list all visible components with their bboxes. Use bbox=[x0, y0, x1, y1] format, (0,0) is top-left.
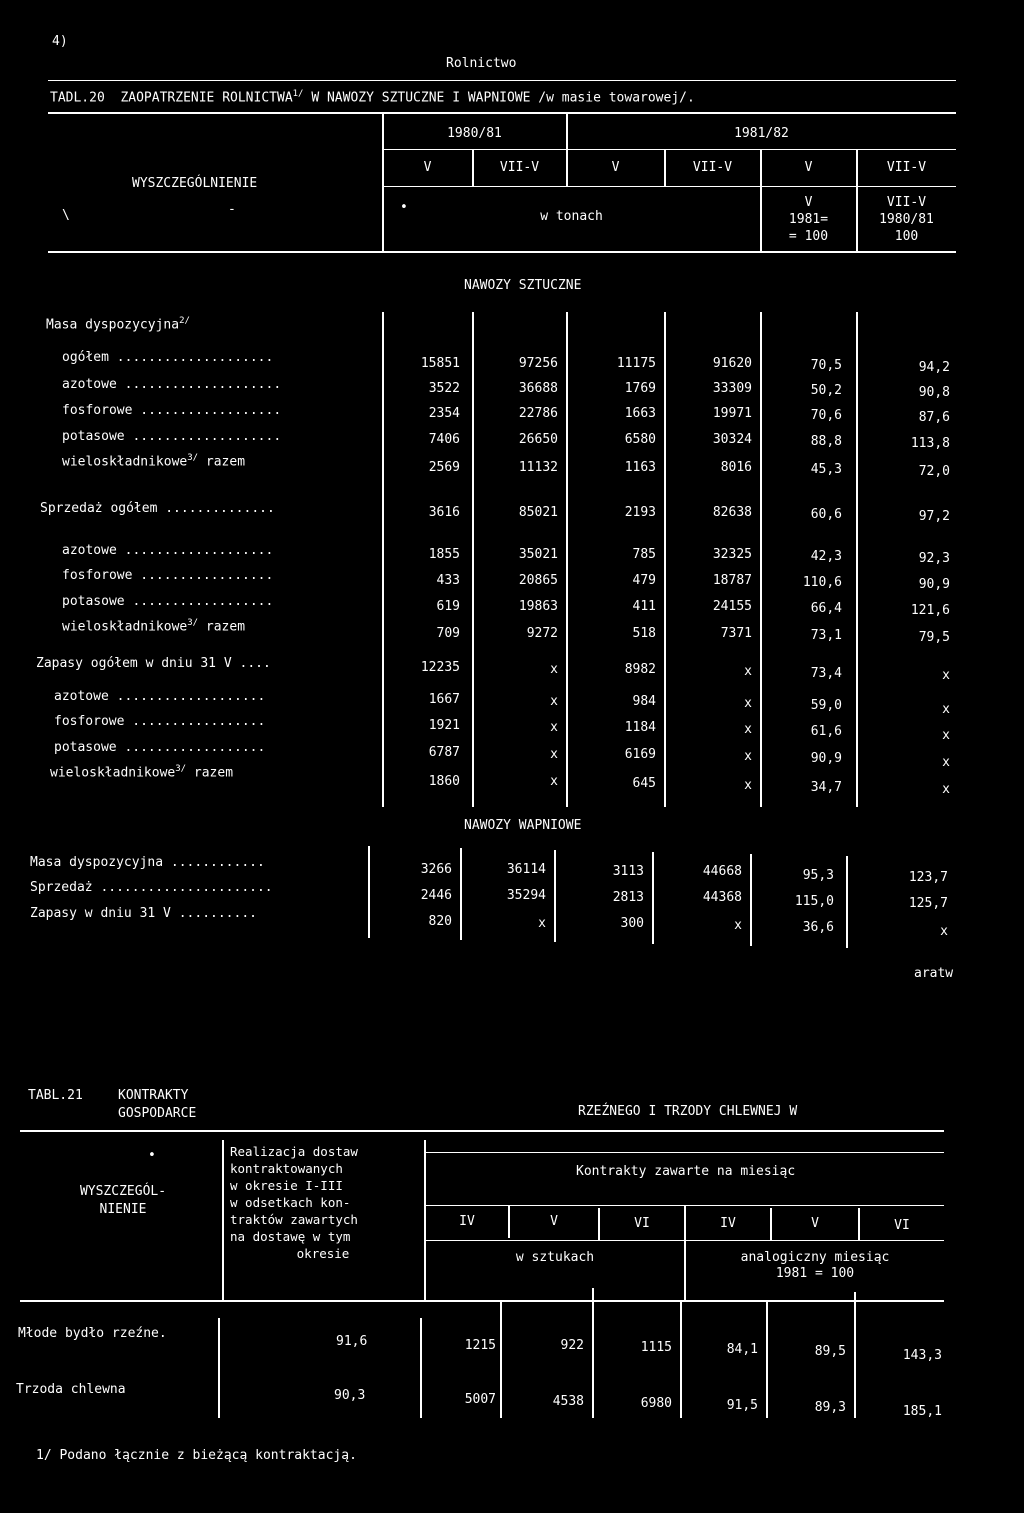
period-header: V bbox=[804, 160, 813, 175]
cell: 24155 bbox=[712, 599, 752, 614]
cell: 479 bbox=[632, 573, 656, 588]
cell: x bbox=[550, 720, 558, 735]
section-heading: NAWOZY SZTUCZNE bbox=[464, 278, 582, 293]
header-top-rule bbox=[20, 1130, 944, 1132]
realization-header: Realizacja dostaw bbox=[230, 1144, 358, 1159]
cell: 113,8 bbox=[910, 436, 950, 451]
cell: x bbox=[744, 722, 752, 737]
cell: 36688 bbox=[518, 381, 558, 396]
section-title: Rolnictwo bbox=[446, 56, 517, 71]
row-label-text: potasowe bbox=[54, 740, 117, 755]
cell: x bbox=[940, 924, 948, 939]
cell: 94,2 bbox=[918, 360, 950, 375]
month-header: VI bbox=[894, 1218, 910, 1233]
cell: 35294 bbox=[506, 888, 546, 903]
header-top-rule bbox=[48, 112, 956, 114]
row-label: Trzoda chlewna bbox=[16, 1382, 126, 1397]
cell: 2193 bbox=[624, 505, 656, 520]
cell: 88,8 bbox=[810, 434, 842, 449]
stub-header: NIENIE bbox=[99, 1202, 147, 1217]
year-header: 1981/82 bbox=[734, 126, 789, 141]
cell: 1855 bbox=[428, 547, 460, 562]
row-label: azotowe ................... bbox=[54, 689, 266, 704]
cell: 1215 bbox=[464, 1338, 496, 1353]
cell: 1860 bbox=[428, 774, 460, 789]
cell: 3522 bbox=[428, 381, 460, 396]
row-label-text: ogółem bbox=[62, 350, 109, 365]
cell: 91620 bbox=[712, 356, 752, 371]
cell: x bbox=[538, 916, 546, 931]
cell: 5007 bbox=[464, 1392, 496, 1407]
header-rule bbox=[424, 1240, 944, 1241]
cell: 2446 bbox=[420, 888, 452, 903]
header-bottom-rule bbox=[20, 1300, 944, 1302]
cell: 89,5 bbox=[814, 1344, 846, 1359]
cell: 61,6 bbox=[810, 724, 842, 739]
page-number: 4) bbox=[52, 34, 68, 49]
cell: 90,9 bbox=[918, 577, 950, 592]
table-title: RZEŹNEGO I TRZODY CHLEWNEJ W bbox=[578, 1104, 798, 1119]
cell: 115,0 bbox=[794, 894, 834, 909]
group-label: Zapasy ogółem w dniu 31 V .... bbox=[36, 656, 271, 671]
footnote-ref: 3/ bbox=[175, 764, 187, 774]
row-label: Zapasy w dniu 31 V .......... bbox=[30, 906, 257, 921]
group-label-text: Sprzedaż ogółem bbox=[40, 501, 158, 516]
cell: 66,4 bbox=[810, 601, 842, 616]
footnote-ref: 3/ bbox=[187, 453, 199, 463]
cell: 1667 bbox=[428, 692, 460, 707]
cell: 185,1 bbox=[902, 1404, 942, 1419]
cell: 95,3 bbox=[802, 868, 834, 883]
cell: 26650 bbox=[518, 432, 558, 447]
divider bbox=[48, 80, 956, 81]
cell: 785 bbox=[632, 547, 656, 562]
cell: 2354 bbox=[428, 406, 460, 421]
cell: 125,7 bbox=[908, 896, 948, 911]
cell: 91,6 bbox=[336, 1334, 368, 1349]
cell: 3266 bbox=[420, 862, 452, 877]
cell: x bbox=[550, 747, 558, 762]
cell: 1663 bbox=[624, 406, 656, 421]
cell: 19863 bbox=[518, 599, 558, 614]
cell: 7406 bbox=[428, 432, 460, 447]
cell: 12235 bbox=[420, 660, 460, 675]
row-label-text: fosforowe bbox=[54, 714, 125, 729]
cell: 82638 bbox=[712, 505, 752, 520]
header-rule bbox=[383, 149, 956, 150]
row-suffix: razem bbox=[205, 454, 246, 470]
cell: 87,6 bbox=[918, 410, 950, 425]
row-label: potasowe .................. bbox=[54, 740, 266, 755]
group-label: Sprzedaż ogółem .............. bbox=[40, 501, 275, 516]
table-title-rest: W NAWOZY SZTUCZNE I WAPNIOWE /w masie towarowej/. bbox=[311, 90, 695, 106]
cell: 33309 bbox=[712, 381, 752, 396]
cell: 42,3 bbox=[810, 549, 842, 564]
row-label: azotowe .................... bbox=[62, 377, 282, 392]
month-header: IV bbox=[720, 1216, 736, 1231]
row-label bbox=[62, 618, 245, 634]
row-label: fosforowe .................. bbox=[62, 403, 282, 418]
cell: 645 bbox=[632, 776, 656, 791]
cell: 123,7 bbox=[908, 870, 948, 885]
index-header: V bbox=[804, 195, 813, 210]
cell: 97256 bbox=[518, 356, 558, 371]
cell: 433 bbox=[436, 573, 460, 588]
row-label: potasowe .................. bbox=[62, 594, 274, 609]
row-label-text: wieloskładnikowe bbox=[50, 765, 176, 781]
cell: 121,6 bbox=[910, 603, 950, 618]
cell: 1184 bbox=[624, 720, 656, 735]
row-label: ogółem .................... bbox=[62, 350, 274, 365]
cell: x bbox=[942, 782, 950, 797]
cell: x bbox=[550, 774, 558, 789]
cell: 820 bbox=[428, 914, 452, 929]
row-label-text: azotowe bbox=[62, 377, 117, 392]
period-header: VII-V bbox=[692, 160, 733, 175]
period-header: V bbox=[611, 160, 620, 175]
period-header: VII-V bbox=[886, 160, 927, 175]
cell: 84,1 bbox=[726, 1342, 758, 1357]
row-label: Młode bydło rzeźne. bbox=[18, 1326, 167, 1341]
row-suffix: razem bbox=[193, 765, 234, 781]
group-label-text: Zapasy ogółem w dniu 31 V bbox=[36, 656, 232, 671]
cell: 70,6 bbox=[810, 408, 842, 423]
cell: 518 bbox=[632, 626, 656, 641]
cell: 2569 bbox=[428, 460, 460, 475]
row-suffix: razem bbox=[205, 619, 246, 635]
row-label-text: fosforowe bbox=[62, 568, 133, 583]
cell: 30324 bbox=[712, 432, 752, 447]
column-divider bbox=[218, 1318, 220, 1418]
cell: 143,3 bbox=[902, 1348, 942, 1363]
footnote: 1/ Podano łącznie z bieżącą kontraktacją. bbox=[36, 1448, 357, 1463]
row-label-text: wieloskładnikowe bbox=[62, 619, 188, 635]
cell: 35021 bbox=[518, 547, 558, 562]
realization-header: kontraktowanych bbox=[230, 1161, 343, 1176]
cell: x bbox=[942, 728, 950, 743]
row-label-text: azotowe bbox=[54, 689, 109, 704]
cell: 6980 bbox=[640, 1396, 672, 1411]
cell: x bbox=[942, 702, 950, 717]
cell: x bbox=[734, 918, 742, 933]
cell: 1115 bbox=[640, 1340, 672, 1355]
table-title: ZAOPATRZENIE ROLNICTWA bbox=[120, 90, 293, 106]
cell: 1921 bbox=[428, 718, 460, 733]
cell: 19971 bbox=[712, 406, 752, 421]
cell: 70,5 bbox=[810, 358, 842, 373]
cell: 3616 bbox=[428, 505, 460, 520]
cell: 3113 bbox=[612, 864, 644, 879]
row-label: potasowe ................... bbox=[62, 429, 282, 444]
row-label bbox=[50, 764, 233, 780]
cell: 15851 bbox=[420, 356, 460, 371]
cell: 619 bbox=[436, 599, 460, 614]
row-label-text: Zapasy w dniu 31 V bbox=[30, 906, 171, 921]
header-rule bbox=[424, 1205, 944, 1206]
row-label-text: potasowe bbox=[62, 594, 125, 609]
cell: 36114 bbox=[506, 862, 546, 877]
cell: 11175 bbox=[616, 356, 656, 371]
period-header: V bbox=[423, 160, 432, 175]
table-title: GOSPODARCE bbox=[118, 1106, 197, 1121]
table-title: KONTRAKTY bbox=[118, 1088, 189, 1103]
cell: 44368 bbox=[702, 890, 742, 905]
cell: 1769 bbox=[624, 381, 656, 396]
header-bottom-rule bbox=[48, 251, 956, 253]
index-header: 1980/81 bbox=[879, 212, 934, 227]
cell: 922 bbox=[560, 1338, 584, 1353]
period-header: VII-V bbox=[499, 160, 540, 175]
cell: 91,5 bbox=[726, 1398, 758, 1413]
cell: 1163 bbox=[624, 460, 656, 475]
table-number: TABL.21 bbox=[28, 1088, 83, 1103]
month-header: VI bbox=[634, 1216, 650, 1231]
cell: 110,6 bbox=[802, 575, 842, 590]
index-header: = 100 bbox=[788, 229, 829, 244]
cell: 90,9 bbox=[810, 751, 842, 766]
table-number: TADL.20 bbox=[50, 90, 105, 106]
header-divider bbox=[222, 1140, 224, 1300]
realization-header: okresie bbox=[296, 1246, 350, 1261]
cell: 22786 bbox=[518, 406, 558, 421]
row-label bbox=[62, 453, 245, 469]
cell: 4538 bbox=[552, 1394, 584, 1409]
cell: 9272 bbox=[526, 626, 558, 641]
unit-header: w tonach bbox=[540, 209, 603, 224]
cell: 36,6 bbox=[802, 920, 834, 935]
cell: 73,4 bbox=[810, 666, 842, 681]
cell: x bbox=[744, 664, 752, 679]
footnote-ref: 2/ bbox=[179, 316, 190, 326]
stub-mark: \ bbox=[62, 208, 70, 223]
index-header: VII-V bbox=[886, 195, 927, 210]
cell: 709 bbox=[436, 626, 460, 641]
realization-header: w okresie I-III bbox=[230, 1178, 343, 1193]
cell: 73,1 bbox=[810, 628, 842, 643]
index-header: 1981 = 100 bbox=[775, 1266, 855, 1281]
cell: 8016 bbox=[720, 460, 752, 475]
cell: 60,6 bbox=[810, 507, 842, 522]
footnote-ref: 1/ bbox=[292, 89, 304, 99]
stub-header: WYSZCZEGÓLNIENIE bbox=[132, 176, 258, 191]
row-label-text: wieloskładnikowe bbox=[62, 454, 188, 470]
cell: 45,3 bbox=[810, 462, 842, 477]
realization-header: w odsetkach kon- bbox=[230, 1195, 351, 1210]
footnote-ref: 3/ bbox=[187, 618, 199, 628]
cell: 300 bbox=[620, 916, 644, 931]
row-label-text: fosforowe bbox=[62, 403, 133, 418]
cell: x bbox=[550, 662, 558, 677]
group-label-text: Masa dyspozycyjna bbox=[46, 317, 180, 333]
cell: 7371 bbox=[720, 626, 752, 641]
cell: 18787 bbox=[712, 573, 752, 588]
cell: 32325 bbox=[712, 547, 752, 562]
cell: 984 bbox=[632, 694, 656, 709]
row-label: fosforowe ................. bbox=[62, 568, 274, 583]
cell: 79,5 bbox=[918, 630, 950, 645]
header-rule bbox=[424, 1152, 944, 1153]
cell: 20865 bbox=[518, 573, 558, 588]
cell: 44668 bbox=[702, 864, 742, 879]
table-20-title bbox=[50, 89, 695, 105]
cell: 6787 bbox=[428, 745, 460, 760]
cell: 97,2 bbox=[918, 509, 950, 524]
row-label-text: azotowe bbox=[62, 543, 117, 558]
cell: 72,0 bbox=[918, 464, 950, 479]
header-rule bbox=[383, 186, 956, 187]
month-header: V bbox=[811, 1216, 819, 1231]
row-label: fosforowe ................. bbox=[54, 714, 266, 729]
cell: 90,3 bbox=[334, 1388, 366, 1403]
index-header: analogiczny miesiąc bbox=[740, 1250, 890, 1265]
row-label-text: Sprzedaż bbox=[30, 880, 93, 895]
cell: 34,7 bbox=[810, 780, 842, 795]
cell: x bbox=[744, 749, 752, 764]
cell: 8982 bbox=[624, 662, 656, 677]
realization-header: traktów zawartych bbox=[230, 1212, 358, 1227]
month-header: V bbox=[550, 1214, 558, 1229]
contracts-header: Kontrakty zawarte na miesiąc bbox=[576, 1164, 796, 1179]
group-label bbox=[46, 316, 190, 332]
index-header: 1981= bbox=[788, 212, 829, 227]
cell: 6169 bbox=[624, 747, 656, 762]
cell: x bbox=[942, 668, 950, 683]
cell: 85021 bbox=[518, 505, 558, 520]
cell: 90,8 bbox=[918, 385, 950, 400]
cell: 89,3 bbox=[814, 1400, 846, 1415]
tick-mark: • bbox=[400, 200, 408, 215]
cell: 11132 bbox=[518, 460, 558, 475]
cell: x bbox=[550, 694, 558, 709]
cell: x bbox=[744, 778, 752, 793]
cell: 411 bbox=[632, 599, 656, 614]
year-header: 1980/81 bbox=[447, 126, 502, 141]
realization-header: na dostawę w tym bbox=[230, 1229, 351, 1244]
stub-header: WYSZCZEGÓL- bbox=[79, 1184, 167, 1199]
section-heading: NAWOZY WAPNIOWE bbox=[464, 818, 582, 833]
row-label-text: potasowe bbox=[62, 429, 125, 444]
cell: 59,0 bbox=[810, 698, 842, 713]
stub-mark: • bbox=[148, 1148, 156, 1163]
month-header: IV bbox=[459, 1214, 475, 1229]
cell: x bbox=[942, 755, 950, 770]
stub-mark: - bbox=[228, 202, 236, 217]
cell: 2813 bbox=[612, 890, 644, 905]
unit-header: w sztukach bbox=[515, 1250, 595, 1265]
row-label: Masa dyspozycyjna ............ bbox=[30, 855, 265, 870]
cell: x bbox=[744, 696, 752, 711]
index-header: 100 bbox=[894, 229, 919, 244]
row-label: Sprzedaż ...................... bbox=[30, 880, 273, 895]
cell: 92,3 bbox=[918, 551, 950, 566]
row-label: azotowe ................... bbox=[62, 543, 274, 558]
row-label-text: Masa dyspozycyjna bbox=[30, 855, 164, 870]
cell: 6580 bbox=[624, 432, 656, 447]
trailing-text: aratw bbox=[914, 966, 954, 981]
cell: 50,2 bbox=[810, 383, 842, 398]
